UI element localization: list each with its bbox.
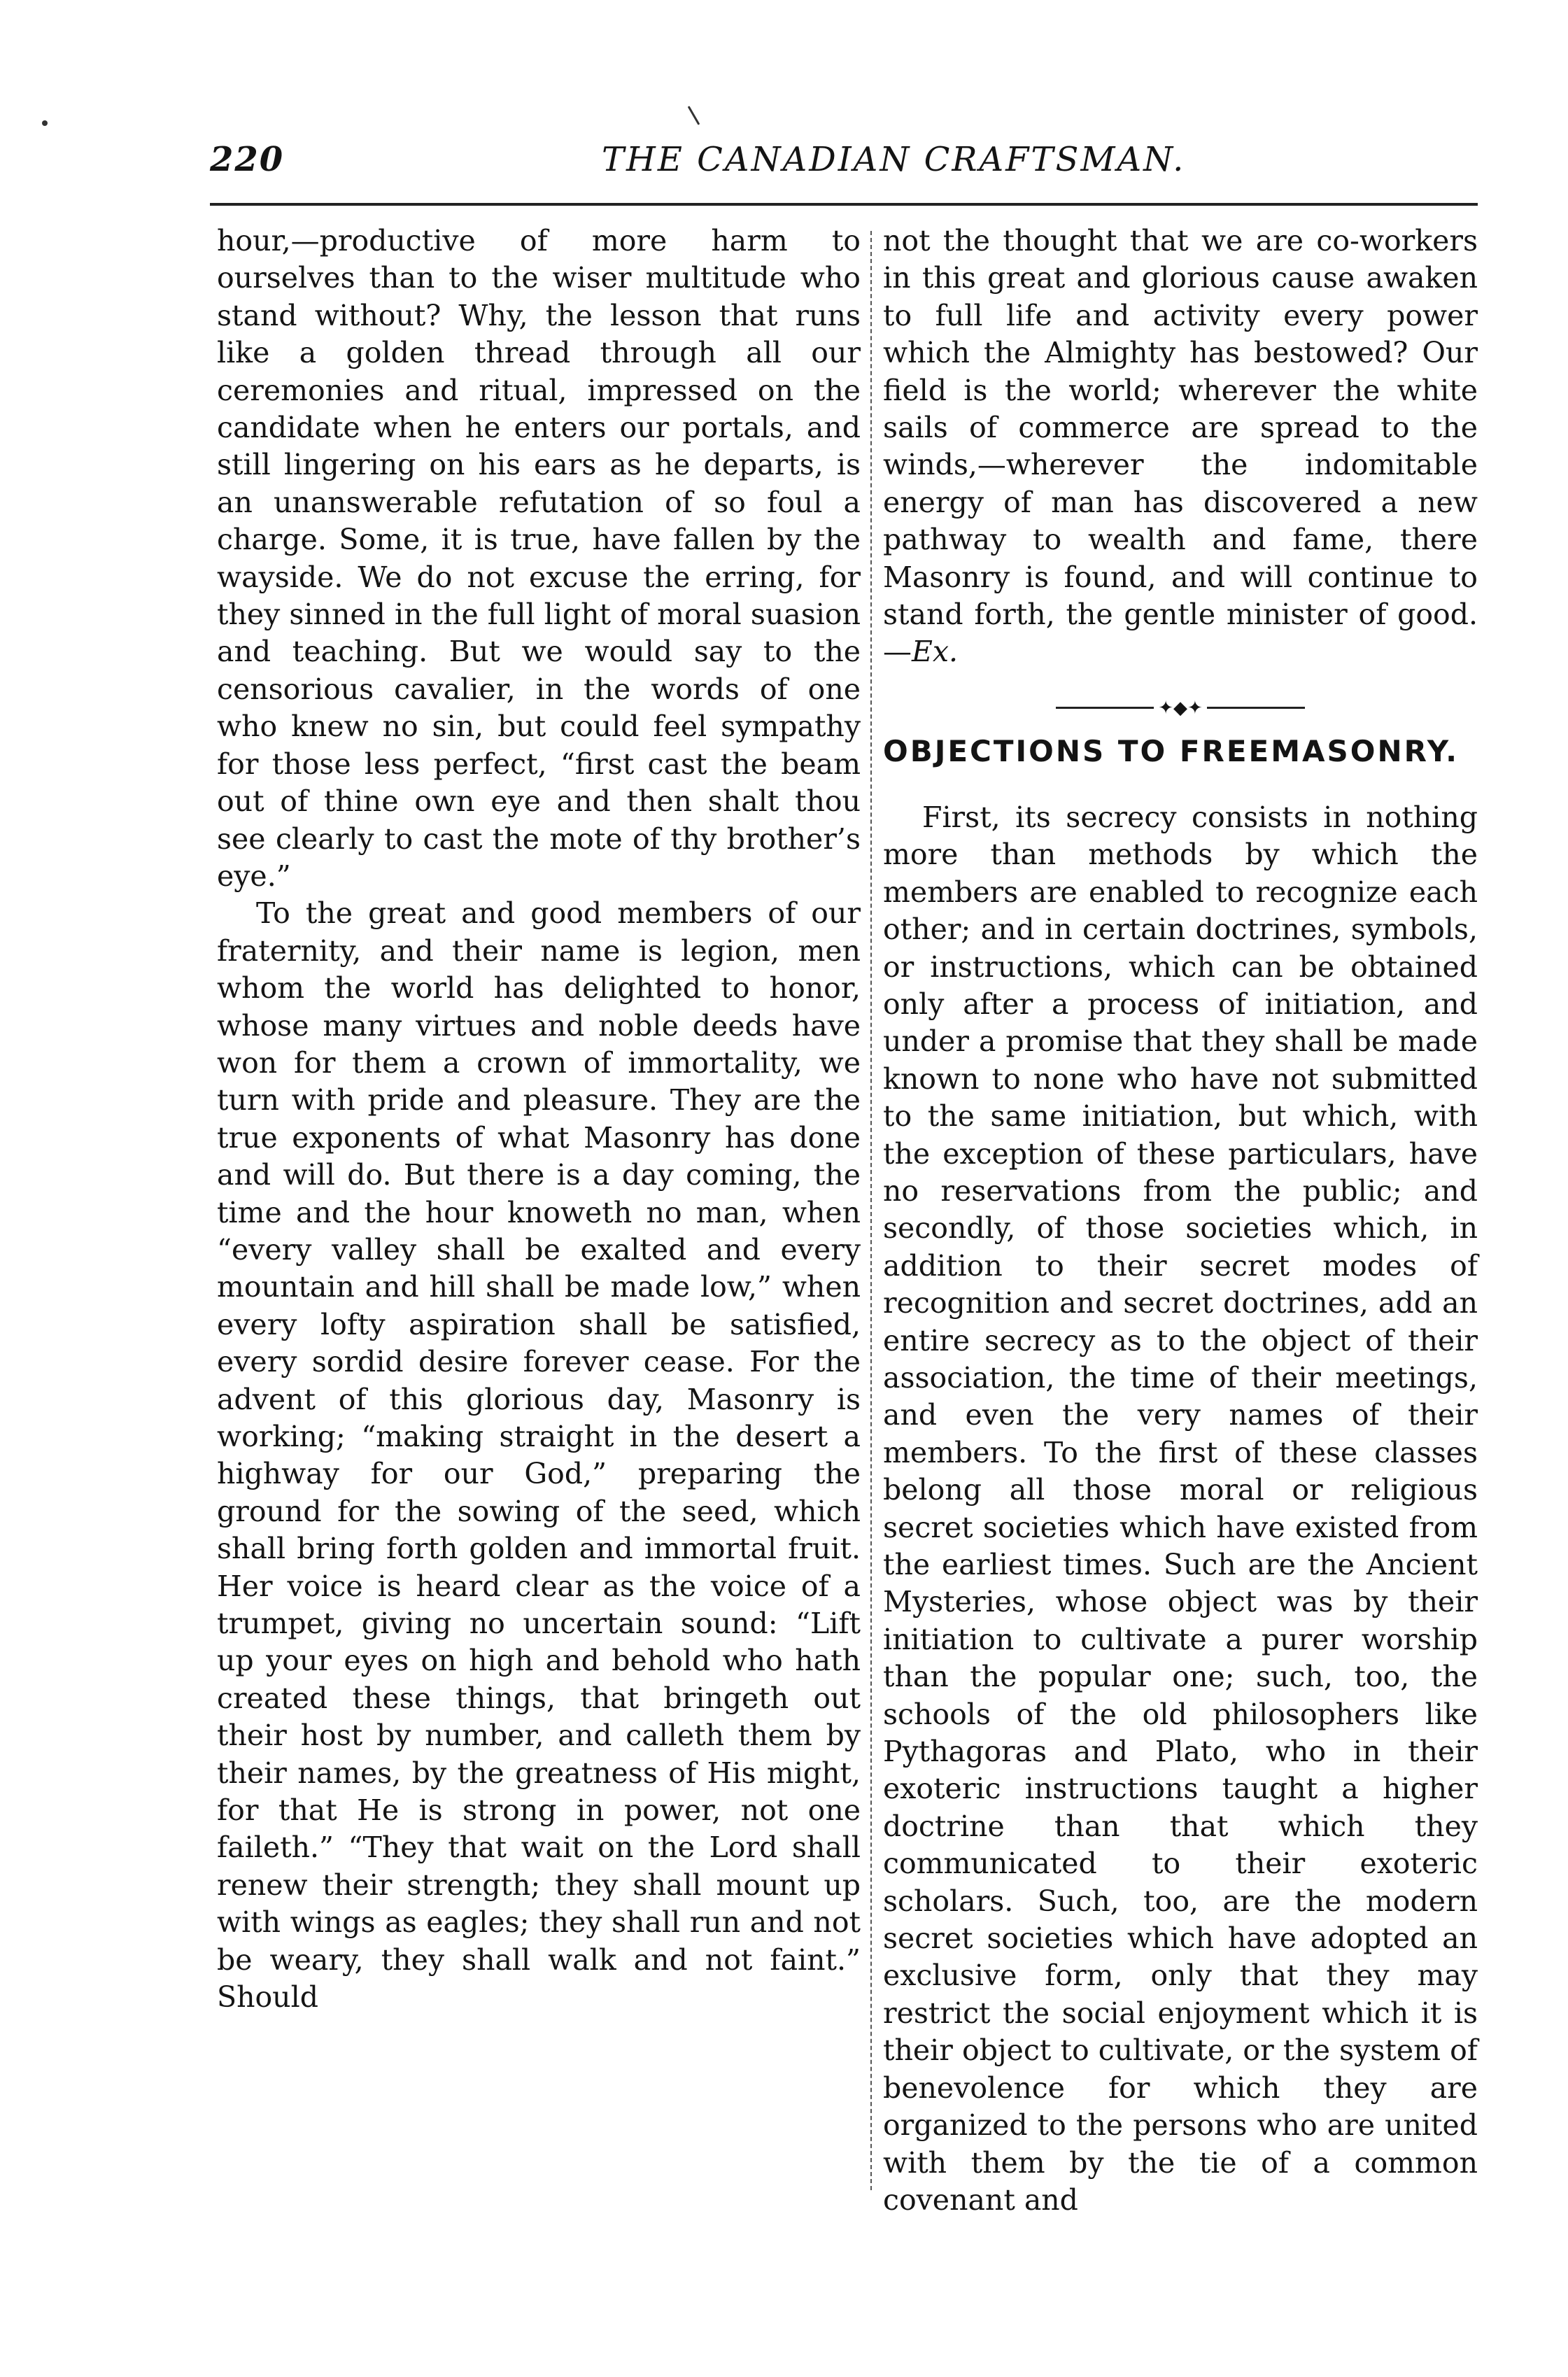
right-paragraph-2: First, its secrecy consists in nothing more than methods by which the members are enabled to recognize each other; and in certain doctrines, symbols, or instructions, which can be obtained only after a process of initiation, and under a promise that they shall be made known to none who have not submitted to the same initiation, but which, with the exception of these particulars, have no reservations from the public; and secondly, of those societies which, in addition to their secret modes of recognition and secret doctrines, add an entire secrecy as to the object of their association, the time of their meetings, and even the very names of their members. To the first of these classes belong all those moral or religious secret societies which have existed from the earliest times. Such are the Ancient Mysteries, whose object was by their initiation to cultivate a purer worship than the popular one; such, too, the schools of the old philosophers like Pythagoras and Plato, who in their exoteric instructions taught a higher doctrine than that which they communicated to their exoteric scholars. Such, too, are the modern secret societies which have adopted an exclusive form, only that they may restrict the social enjoyment which it is their object to cultivate, or the system of benevolence for which they are organized to the persons who are united with them by the tie of a common covenant and: [883, 800, 1478, 2217]
left-paragraph-2: To the great and good members of our fraternity, and their name is legion, men whom the world has delighted to honor, whose many virtues and noble deeds have won for them a crown of immortality, we turn with pride and pleasure. They are the true exponents of what Masonry has done and will do. But there is a day coming, the time and the hour knoweth no man, when “every valley shall be exalted and every mountain and hill shall be made low,” when every lofty aspiration shall be satisfied, every sordid desire forever cease. For the advent of this glorious day, Masonry is working; “making straight in the desert a highway for our God,” preparing the ground for the sowing of the seed, which shall bring forth golden and immortal fruit. Her voice is heard clear as the voice of a trumpet, giving no uncertain sound: “Lift up your eyes on high and behold who hath created these things, that bringeth out their host by number, and calleth them by their names, by the greatness of His might, for that He is strong in power, not one faileth.” “They that wait on the Lord shall renew their strength; they shall mount up with wings as eagles; they shall run and not be weary, they shall walk and not faint.” Should: [217, 896, 861, 2015]
signature: Ex.: [912, 635, 959, 669]
right-column: [883, 223, 1478, 2219]
left-column: [217, 223, 861, 2017]
print-speck: [42, 120, 48, 126]
page-header: [210, 140, 1483, 189]
section-heading: OBJECTIONS TO FREEMASONRY.: [883, 733, 1460, 768]
right-paragraph-1: [883, 223, 1478, 671]
left-paragraph-1: hour,—productive of more harm to ourselves than to the wiser multitude who stand without? Why, the lesson that runs like a golden thread through all our ceremonies and ritual, impressed on the candidate when he enters our portals, and still lingering on his ears as he departs, is an unanswerable refutation of so foul a charge. Some, it is true, have fallen by the wayside. We do not excuse the erring, for they sinned in the full light of moral suasion and teaching. But we would say to the censorious cavalier, in the words of one who knew no sin, but could feel sympathy for those less perfect, “first cast the beam out of thine own eye and then shalt thou see clearly to cast the mote of thy brother’s eye.”: [217, 224, 861, 893]
ornament-line-right: [1207, 707, 1305, 709]
page-number: 220: [210, 140, 285, 179]
section-ornament: [883, 693, 1478, 722]
right-paragraph-1-text: not the thought that we are co-workers in this great and glorious cause awaken to full life and activity every power which the Almighty has bestowed? Our field is the world; wherever the white sails of commerce are spread to the winds,—wherever the indomitable energy of man has discovered a new pathway to wealth and fame, there Masonry is found, and will continue to stand forth, the gentle minister of good.—: [883, 224, 1478, 669]
ornament-line-left: [1056, 707, 1154, 709]
print-speck: [688, 106, 700, 125]
running-title: THE CANADIAN CRAFTSMAN.: [602, 140, 1186, 179]
ornament-glyph: ✦◆✦: [1158, 697, 1203, 719]
column-divider: [870, 231, 873, 2190]
header-rule: [210, 203, 1478, 206]
